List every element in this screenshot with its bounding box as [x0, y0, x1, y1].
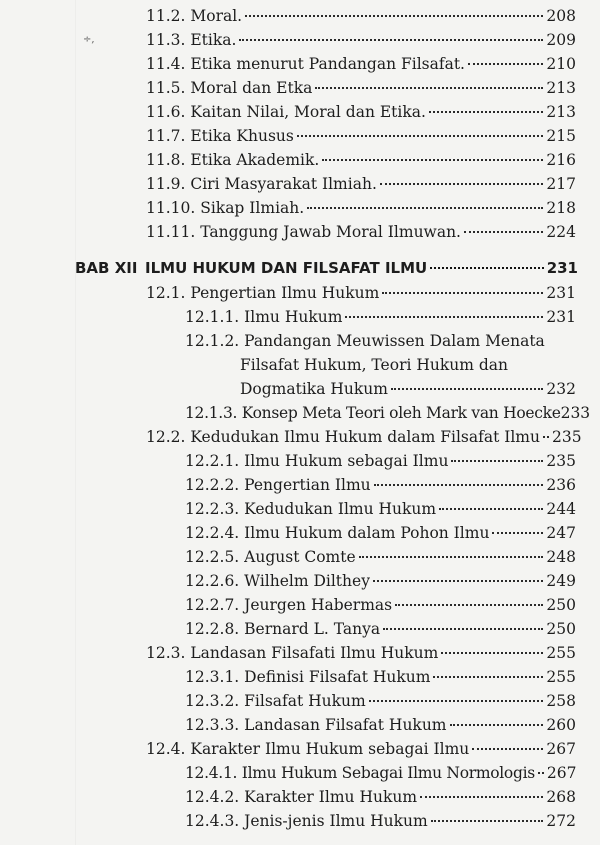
- toc-entry-12-2-1[interactable]: [185, 451, 576, 471]
- toc-label: 12.3.3. Landasan Filsafat Hukum: [185, 716, 447, 734]
- leader-dots: [450, 724, 544, 726]
- toc-label: 11.9. Ciri Masyarakat Ilmiah.: [146, 175, 377, 193]
- toc-label: 11.2. Moral.: [146, 7, 243, 25]
- toc-label: Dogmatika Hukum: [240, 380, 388, 398]
- toc-label: 12.3. Landasan Filsafati Ilmu Hukum: [146, 644, 439, 662]
- toc-label: 12.1.3. Konsep Meta Teori oleh Mark van Hoecke: [185, 404, 561, 422]
- toc-label: 12.2.3. Kedudukan Ilmu Hukum: [185, 500, 437, 518]
- toc-entry-12-2[interactable]: [146, 427, 582, 447]
- chapter-title: ILMU HUKUM DAN FILSAFAT ILMU: [145, 259, 428, 277]
- toc-entry-12-4-1[interactable]: [185, 763, 576, 783]
- toc-entry-12-1-2-line3[interactable]: [240, 379, 576, 399]
- toc-label: 12.2.4. Ilmu Hukum dalam Pohon Ilmu: [185, 524, 490, 542]
- leader-dots: [395, 604, 543, 606]
- toc-entry-11-4[interactable]: [146, 54, 576, 74]
- toc-page: 267: [546, 740, 576, 758]
- toc-label: 12.4.2. Karakter Ilmu Hukum: [185, 788, 418, 806]
- toc-entry-12-2-8[interactable]: [185, 619, 576, 639]
- leader-dots: [369, 700, 544, 702]
- leader-dots: [383, 628, 543, 630]
- toc-entry-11-8[interactable]: [146, 150, 576, 170]
- toc-label: 11.5. Moral dan Etka: [146, 79, 313, 97]
- leader-dots: [468, 63, 543, 65]
- toc-entry-12-2-2[interactable]: [185, 475, 576, 495]
- toc-label: 12.2.6. Wilhelm Dilthey: [185, 572, 370, 590]
- toc-entry-12-4-2[interactable]: [185, 787, 576, 807]
- toc-page: 249: [546, 572, 576, 590]
- toc-page: 210: [546, 55, 576, 73]
- toc-entry-12-1-2[interactable]: [185, 331, 576, 351]
- leader-dots: [538, 772, 544, 774]
- leader-dots: [464, 231, 543, 233]
- toc-label: 12.2.7. Jeurgen Habermas: [185, 596, 393, 614]
- toc-page: 235: [552, 428, 582, 446]
- toc-label: 12.3.1. Definisi Filsafat Hukum: [185, 668, 431, 686]
- toc-page: 244: [546, 500, 576, 518]
- toc-entry-12-2-3[interactable]: [185, 499, 576, 519]
- toc-label: 12.1.2. Pandangan Meuwissen Dalam Menata: [185, 332, 545, 350]
- toc-entry-11-10[interactable]: [146, 198, 576, 218]
- toc-page: 231: [546, 308, 576, 326]
- leader-dots: [439, 508, 543, 510]
- toc-page: 248: [546, 548, 576, 566]
- toc-page: 255: [546, 644, 576, 662]
- toc-label: 11.7. Etika Khusus: [146, 127, 294, 145]
- toc-page: 236: [546, 476, 576, 494]
- toc-page: 217: [546, 175, 576, 193]
- leader-dots: [543, 436, 549, 438]
- toc-label: 11.10. Sikap Ilmiah.: [146, 199, 305, 217]
- leader-dots: [307, 207, 543, 209]
- toc-label: 11.4. Etika menurut Pandangan Filsafat.: [146, 55, 465, 73]
- toc-label: 12.2.8. Bernard L. Tanya: [185, 620, 381, 638]
- toc-label: 11.3. Etika.: [146, 31, 237, 49]
- toc-entry-12-3[interactable]: [146, 643, 576, 663]
- toc-page: 267: [546, 764, 577, 782]
- toc-entry-11-2[interactable]: [146, 6, 576, 26]
- toc-entry-12-4[interactable]: [146, 739, 576, 759]
- toc-entry-12-4-3[interactable]: [185, 811, 576, 831]
- toc-label: 12.1.1. Ilmu Hukum: [185, 308, 343, 326]
- leader-dots: [315, 87, 543, 89]
- toc-label: 11.8. Etika Akademik.: [146, 151, 320, 169]
- toc-label: 12.2.1. Ilmu Hukum sebagai Ilmu: [185, 452, 449, 470]
- toc-page: 260: [546, 716, 576, 734]
- toc-entry-12-1-2-line2: Filsafat Hukum, Teori Hukum dan: [240, 356, 509, 374]
- toc-entry-11-11[interactable]: [146, 222, 576, 242]
- toc-entry-12-1-3[interactable]: [185, 403, 591, 423]
- toc-label: 12.2.5. August Comte: [185, 548, 356, 566]
- leader-dots: [472, 748, 543, 750]
- toc-page: 231: [546, 284, 576, 302]
- leader-dots: [441, 652, 543, 654]
- toc-label: 12.4.3. Jenis-jenis Ilmu Hukum: [185, 812, 428, 830]
- toc-entry-12-2-7[interactable]: [185, 595, 576, 615]
- toc-page: 213: [546, 103, 576, 121]
- toc-page: 218: [546, 199, 576, 217]
- leader-dots: [245, 15, 543, 17]
- chapter-page: 231: [546, 259, 578, 277]
- toc-page: 213: [546, 79, 576, 97]
- toc-label: 11.11. Tanggung Jawab Moral Ilmuwan.: [146, 223, 461, 241]
- toc-entry-12-2-4[interactable]: [185, 523, 576, 543]
- toc-page: 255: [546, 668, 576, 686]
- toc-entry-11-7[interactable]: [146, 126, 576, 146]
- toc-page: 208: [546, 7, 576, 25]
- toc-entry-11-6[interactable]: [146, 102, 576, 122]
- toc-label: 12.3.2. Filsafat Hukum: [185, 692, 366, 710]
- toc-page: 272: [546, 812, 576, 830]
- toc-entry-12-1-1[interactable]: [185, 307, 576, 327]
- toc-entry-12-2-5[interactable]: [185, 547, 576, 567]
- toc-page: 268: [546, 788, 576, 806]
- toc-entry-12-2-6[interactable]: [185, 571, 576, 591]
- toc-page: 224: [546, 223, 576, 241]
- leader-dots: [359, 556, 544, 558]
- leader-dots: [345, 316, 543, 318]
- leader-dots: [322, 159, 543, 161]
- leader-dots: [492, 532, 543, 534]
- toc-entry-12-3-1[interactable]: [185, 667, 576, 687]
- leader-dots: [431, 820, 544, 822]
- leader-dots: [451, 460, 543, 462]
- leader-dots: [239, 39, 543, 41]
- toc-page: 247: [546, 524, 576, 542]
- toc-entry-11-5[interactable]: [146, 78, 576, 98]
- chapter-number: BAB XII: [75, 259, 138, 277]
- leader-dots: [382, 292, 543, 294]
- leader-dots: [391, 388, 543, 390]
- toc-label: 12.2. Kedudukan Ilmu Hukum dalam Filsafat Ilmu: [146, 428, 540, 446]
- toc-label: 12.4.1. Ilmu Hukum Sebagai Ilmu Normologis: [185, 764, 535, 782]
- leader-dots: [373, 580, 543, 582]
- toc-entry-12-1[interactable]: [146, 283, 576, 303]
- leader-dots: [374, 484, 544, 486]
- toc-label: 12.2.2. Pengertian Ilmu: [185, 476, 371, 494]
- toc-entry-11-9[interactable]: [146, 174, 576, 194]
- toc-label: 11.6. Kaitan Nilai, Moral dan Etika.: [146, 103, 426, 121]
- toc-page: 258: [546, 692, 576, 710]
- chapter-heading[interactable]: [75, 258, 578, 278]
- toc-page: 250: [546, 596, 576, 614]
- toc-page: 216: [546, 151, 576, 169]
- toc-label: 12.4. Karakter Ilmu Hukum sebagai Ilmu: [146, 740, 470, 758]
- leader-dots: [297, 135, 544, 137]
- toc-page: 250: [546, 620, 576, 638]
- leader-dots: [420, 796, 543, 798]
- leader-dots: [380, 183, 544, 185]
- toc-page: 215: [546, 127, 576, 145]
- leader-dots: [433, 676, 543, 678]
- toc-page: 232: [546, 380, 576, 398]
- toc-entry-11-3[interactable]: [146, 30, 576, 50]
- toc-page: 209: [546, 31, 576, 49]
- toc-entry-12-3-3[interactable]: [185, 715, 576, 735]
- stray-mark: ÷,: [83, 34, 95, 45]
- toc-entry-12-3-2[interactable]: [185, 691, 576, 711]
- toc-page: 235: [546, 452, 576, 470]
- leader-dots: [430, 267, 543, 269]
- leader-dots: [429, 111, 543, 113]
- toc-label: 12.1. Pengertian Ilmu Hukum: [146, 284, 380, 302]
- page-margin-line: [75, 0, 76, 845]
- toc-page: 233: [560, 404, 591, 422]
